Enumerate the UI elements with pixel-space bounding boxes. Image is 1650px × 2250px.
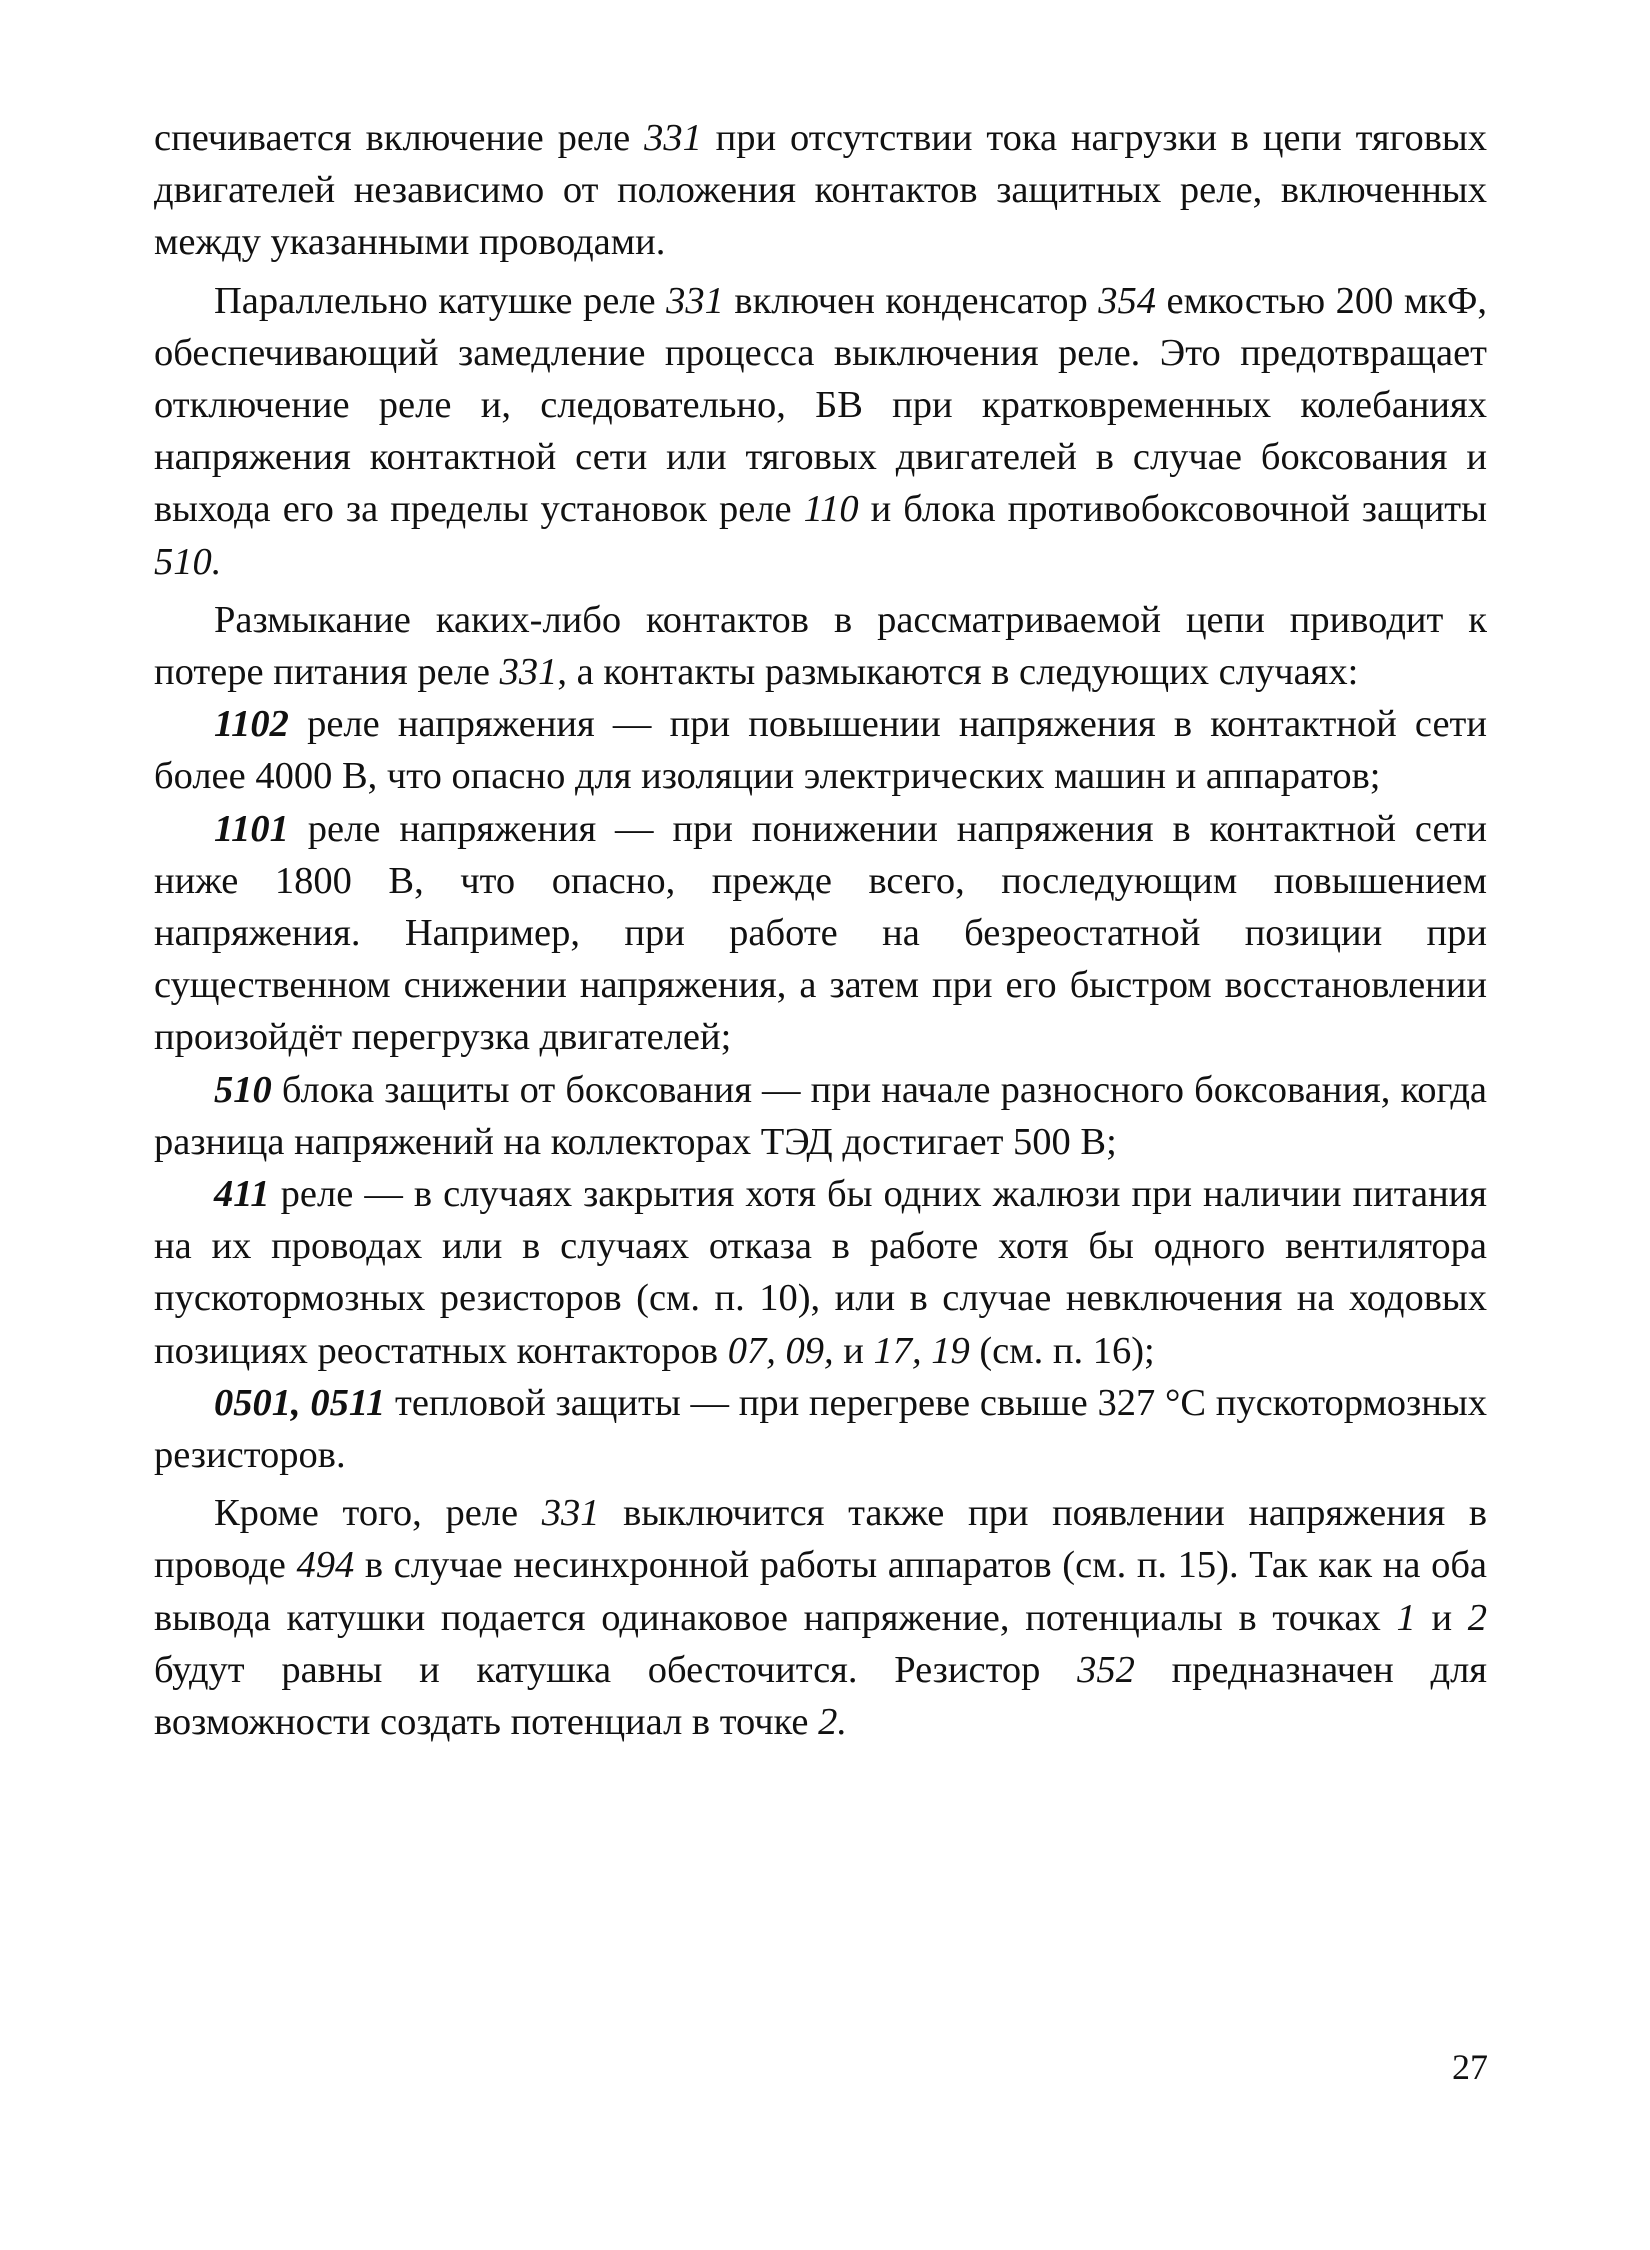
text-run: спечивается включение реле bbox=[154, 117, 645, 159]
list-item-1101 bbox=[154, 803, 1487, 1064]
reference-number: 331 bbox=[499, 651, 558, 694]
paragraph-continuation bbox=[154, 112, 1487, 269]
page-text bbox=[154, 112, 1487, 1748]
item-number: 1101 bbox=[214, 807, 289, 850]
text-run: тепловой защиты — при перегреве свыше 327 °С пускотормозных резисторов. bbox=[154, 1381, 1487, 1477]
page-number: 27 bbox=[1452, 2047, 1488, 2087]
item-number: 411 bbox=[214, 1173, 270, 1216]
text-run: Кроме того, реле bbox=[214, 1492, 542, 1535]
text-run: включен конденсатор bbox=[723, 279, 1099, 322]
paragraph-opening-contacts bbox=[154, 594, 1487, 698]
reference-number: 494 bbox=[296, 1544, 355, 1587]
item-number: 510 bbox=[214, 1068, 272, 1111]
text-run: реле напряжения — при повышении напряжения в контактной сети более 4000 В, что опасно для изоляции электрических машин и аппаратов; bbox=[154, 703, 1487, 798]
reference-number: 331 bbox=[541, 1492, 600, 1535]
reference-number: 2. bbox=[818, 1701, 847, 1744]
item-number: 1102 bbox=[214, 703, 289, 746]
reference-number: 510. bbox=[154, 540, 222, 583]
reference-number: 17, 19 bbox=[873, 1329, 970, 1372]
text-run: реле напряжения — при понижении напряжения в контактной сети ниже 1800 В, что опасно, прежде всего, последующим повышением напряжения. Например, при работе на безреостатной позиции при существенном снижении напряжения, а затем при его быстром восстановлении произойдёт перегрузка двигателей; bbox=[154, 807, 1487, 1059]
text-run: Параллельно катушке реле bbox=[214, 279, 667, 322]
text-run: блока защиты от боксования — при начале разносного боксования, когда разница напряжений на коллекторах ТЭД достигает 500 В; bbox=[154, 1068, 1487, 1163]
text-run: будут равны и катушка обесточится. Резистор bbox=[154, 1648, 1078, 1691]
reference-number: 352 bbox=[1077, 1648, 1135, 1691]
paragraph-capacitor bbox=[154, 275, 1487, 588]
text-run: в случае несинхронной работы аппаратов (см. п. 15). Так как на оба вывода катушки подается одинаковое напряжение, потенциалы в точках bbox=[154, 1544, 1487, 1639]
item-number: 0501, 0511 bbox=[214, 1381, 386, 1424]
text-run: предназначен для возможности создать потенциал в точке bbox=[154, 1648, 1487, 1744]
reference-number: 2 bbox=[1467, 1596, 1487, 1639]
reference-number: 110 bbox=[803, 488, 859, 531]
text-run: выключится также при появлении напряжения в проводе bbox=[154, 1492, 1487, 1587]
reference-number: 1 bbox=[1396, 1596, 1416, 1639]
text-run: Размыкание каких-либо контактов в рассматриваемой цепи приводит к потере питания реле bbox=[154, 598, 1487, 694]
list-item-0501-0511 bbox=[154, 1377, 1487, 1481]
list-item-1102 bbox=[154, 698, 1487, 802]
text-run: реле — в случаях закрытия хотя бы одних жалюзи при наличии питания на их проводах или в случаях отказа в работе хотя бы одного вентилятора пускотормозных резисторов (см. п. 10), или в случае невключения на ходовых позициях реостатных контакторов bbox=[154, 1173, 1487, 1372]
list-item-510 bbox=[154, 1064, 1487, 1168]
text-run: и блока противобоксовочной защиты bbox=[858, 488, 1488, 531]
paragraph-asynchronous bbox=[154, 1487, 1487, 1748]
list-item-411 bbox=[154, 1168, 1487, 1377]
text-run: , а контакты размыкаются в следующих случаях: bbox=[557, 651, 1359, 694]
reference-number: 354 bbox=[1098, 279, 1156, 322]
text-run: и bbox=[833, 1329, 874, 1372]
text-run: (см. п. 16); bbox=[969, 1329, 1155, 1372]
text-run: емкостью 200 мкФ, обеспечивающий замедление процесса выключения реле. Это предотвращает отключение реле и, следовательно, БВ при кратковременных колебаниях напряжения контактной сети или тяговых двигателей в случае боксования и выхода его за пределы установок реле bbox=[154, 279, 1487, 531]
reference-number: 331 bbox=[644, 117, 702, 159]
reference-number: 331 bbox=[666, 279, 724, 322]
text-run: и bbox=[1415, 1596, 1468, 1639]
text-run: при отсутствии тока нагрузки в цепи тяговых двигателей независимо от положения контактов защитных реле, включенных между указанными проводами. bbox=[154, 117, 1487, 264]
reference-number: 07, 09, bbox=[727, 1329, 834, 1372]
